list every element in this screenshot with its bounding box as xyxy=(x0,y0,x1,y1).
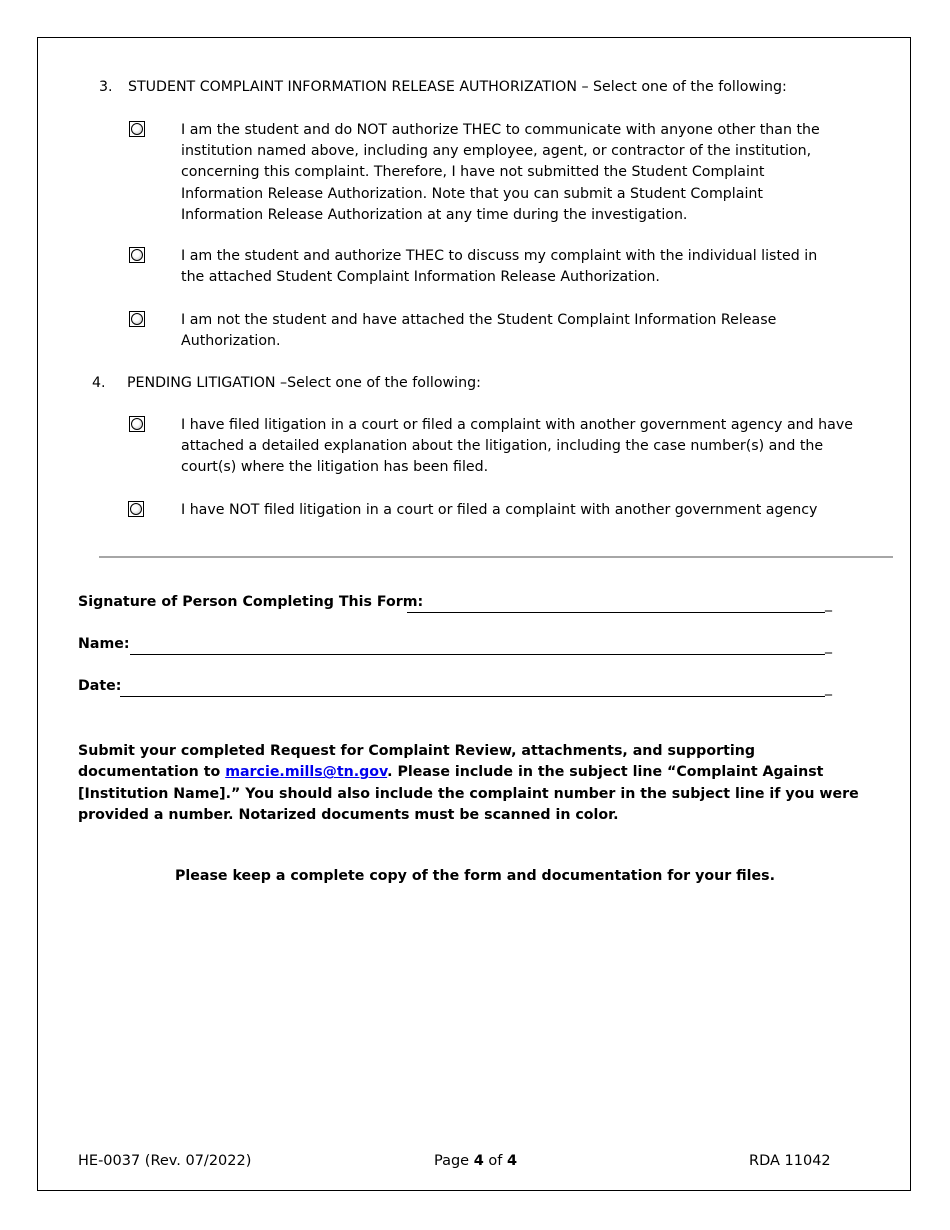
footer-form-number: HE-0037 (Rev. 07/2022) xyxy=(78,1153,252,1169)
name-line[interactable] xyxy=(130,654,825,655)
page-total: 4 xyxy=(507,1153,518,1169)
footer-rda: RDA 11042 xyxy=(749,1153,831,1169)
date-line[interactable] xyxy=(120,696,825,697)
radio-circle-icon xyxy=(131,313,143,325)
release-option-1-text: I am the student and do NOT authorize THEC to communicate with anyone other than the institution named above, including any employee, agent, or contractor of the institution, concerning this complaint. Therefore, I have not submitted the Student Complaint Information Release Authorization. Note that you can submit a Student Complaint Information Release Authorization at any time during the investigation. xyxy=(181,122,820,223)
litigation-option-2-radio[interactable] xyxy=(128,501,144,517)
release-option-3-text: I am not the student and have attached the Student Complaint Information Release Authorization. xyxy=(181,312,777,350)
release-option-3-radio[interactable] xyxy=(129,311,145,327)
section-3-heading xyxy=(99,77,787,98)
radio-circle-icon xyxy=(131,418,143,430)
submit-text-before: Submit your completed Request for Complaint Review, attachments, and supporting documentation to xyxy=(78,743,755,781)
submit-text-after: . Please include in the subject line “Complaint Against [Institution Name].” You should also include the complaint number in the subject line if you were provided a number. Notarized documents must be scanned in color. xyxy=(78,764,859,823)
name-row xyxy=(78,636,130,658)
signature-label: Signature of Person Completing This Form: xyxy=(78,594,424,610)
signature-line-tail: _ xyxy=(825,596,832,612)
page-current: 4 xyxy=(473,1153,484,1169)
page-of: of xyxy=(483,1153,508,1169)
litigation-option-1-radio[interactable] xyxy=(129,416,145,432)
litigation-option-2-text: I have NOT filed litigation in a court or filed a complaint with another government agency xyxy=(181,502,818,518)
signature-row xyxy=(78,594,423,616)
radio-circle-icon xyxy=(130,503,142,515)
section-divider xyxy=(99,556,893,558)
footer-page-number xyxy=(434,1153,517,1169)
keep-copy-note: Please keep a complete copy of the form and documentation for your files. xyxy=(175,868,775,884)
email-link[interactable]: marcie.mills@tn.gov xyxy=(225,764,388,781)
radio-circle-icon xyxy=(131,123,143,135)
section-4-title: PENDING LITIGATION –Select one of the following: xyxy=(127,375,481,391)
section-4-heading xyxy=(92,373,481,394)
radio-circle-icon xyxy=(131,249,143,261)
release-option-2-radio[interactable] xyxy=(129,247,145,263)
page-prefix: Page xyxy=(434,1153,474,1169)
section-4-number: 4. xyxy=(92,375,106,391)
section-3-title: STUDENT COMPLAINT INFORMATION RELEASE AUTHORIZATION – Select one of the following: xyxy=(128,79,787,95)
signature-line[interactable] xyxy=(407,612,825,613)
release-option-2-text: I am the student and authorize THEC to discuss my complaint with the individual listed in the attached Student Complaint Information Release Authorization. xyxy=(181,248,818,286)
section-3-number: 3. xyxy=(99,79,113,95)
date-label: Date: xyxy=(78,678,122,694)
date-row xyxy=(78,678,121,700)
name-label: Name: xyxy=(78,636,130,652)
submit-instructions xyxy=(78,741,878,826)
litigation-option-1-text: I have filed litigation in a court or filed a complaint with another government agency and have attached a detailed explanation about the litigation, including the case number(s) and the court(s) where the litigation has been filed. xyxy=(181,417,853,476)
release-option-1-radio[interactable] xyxy=(129,121,145,137)
date-line-tail: _ xyxy=(825,680,832,696)
name-line-tail: _ xyxy=(825,638,832,654)
